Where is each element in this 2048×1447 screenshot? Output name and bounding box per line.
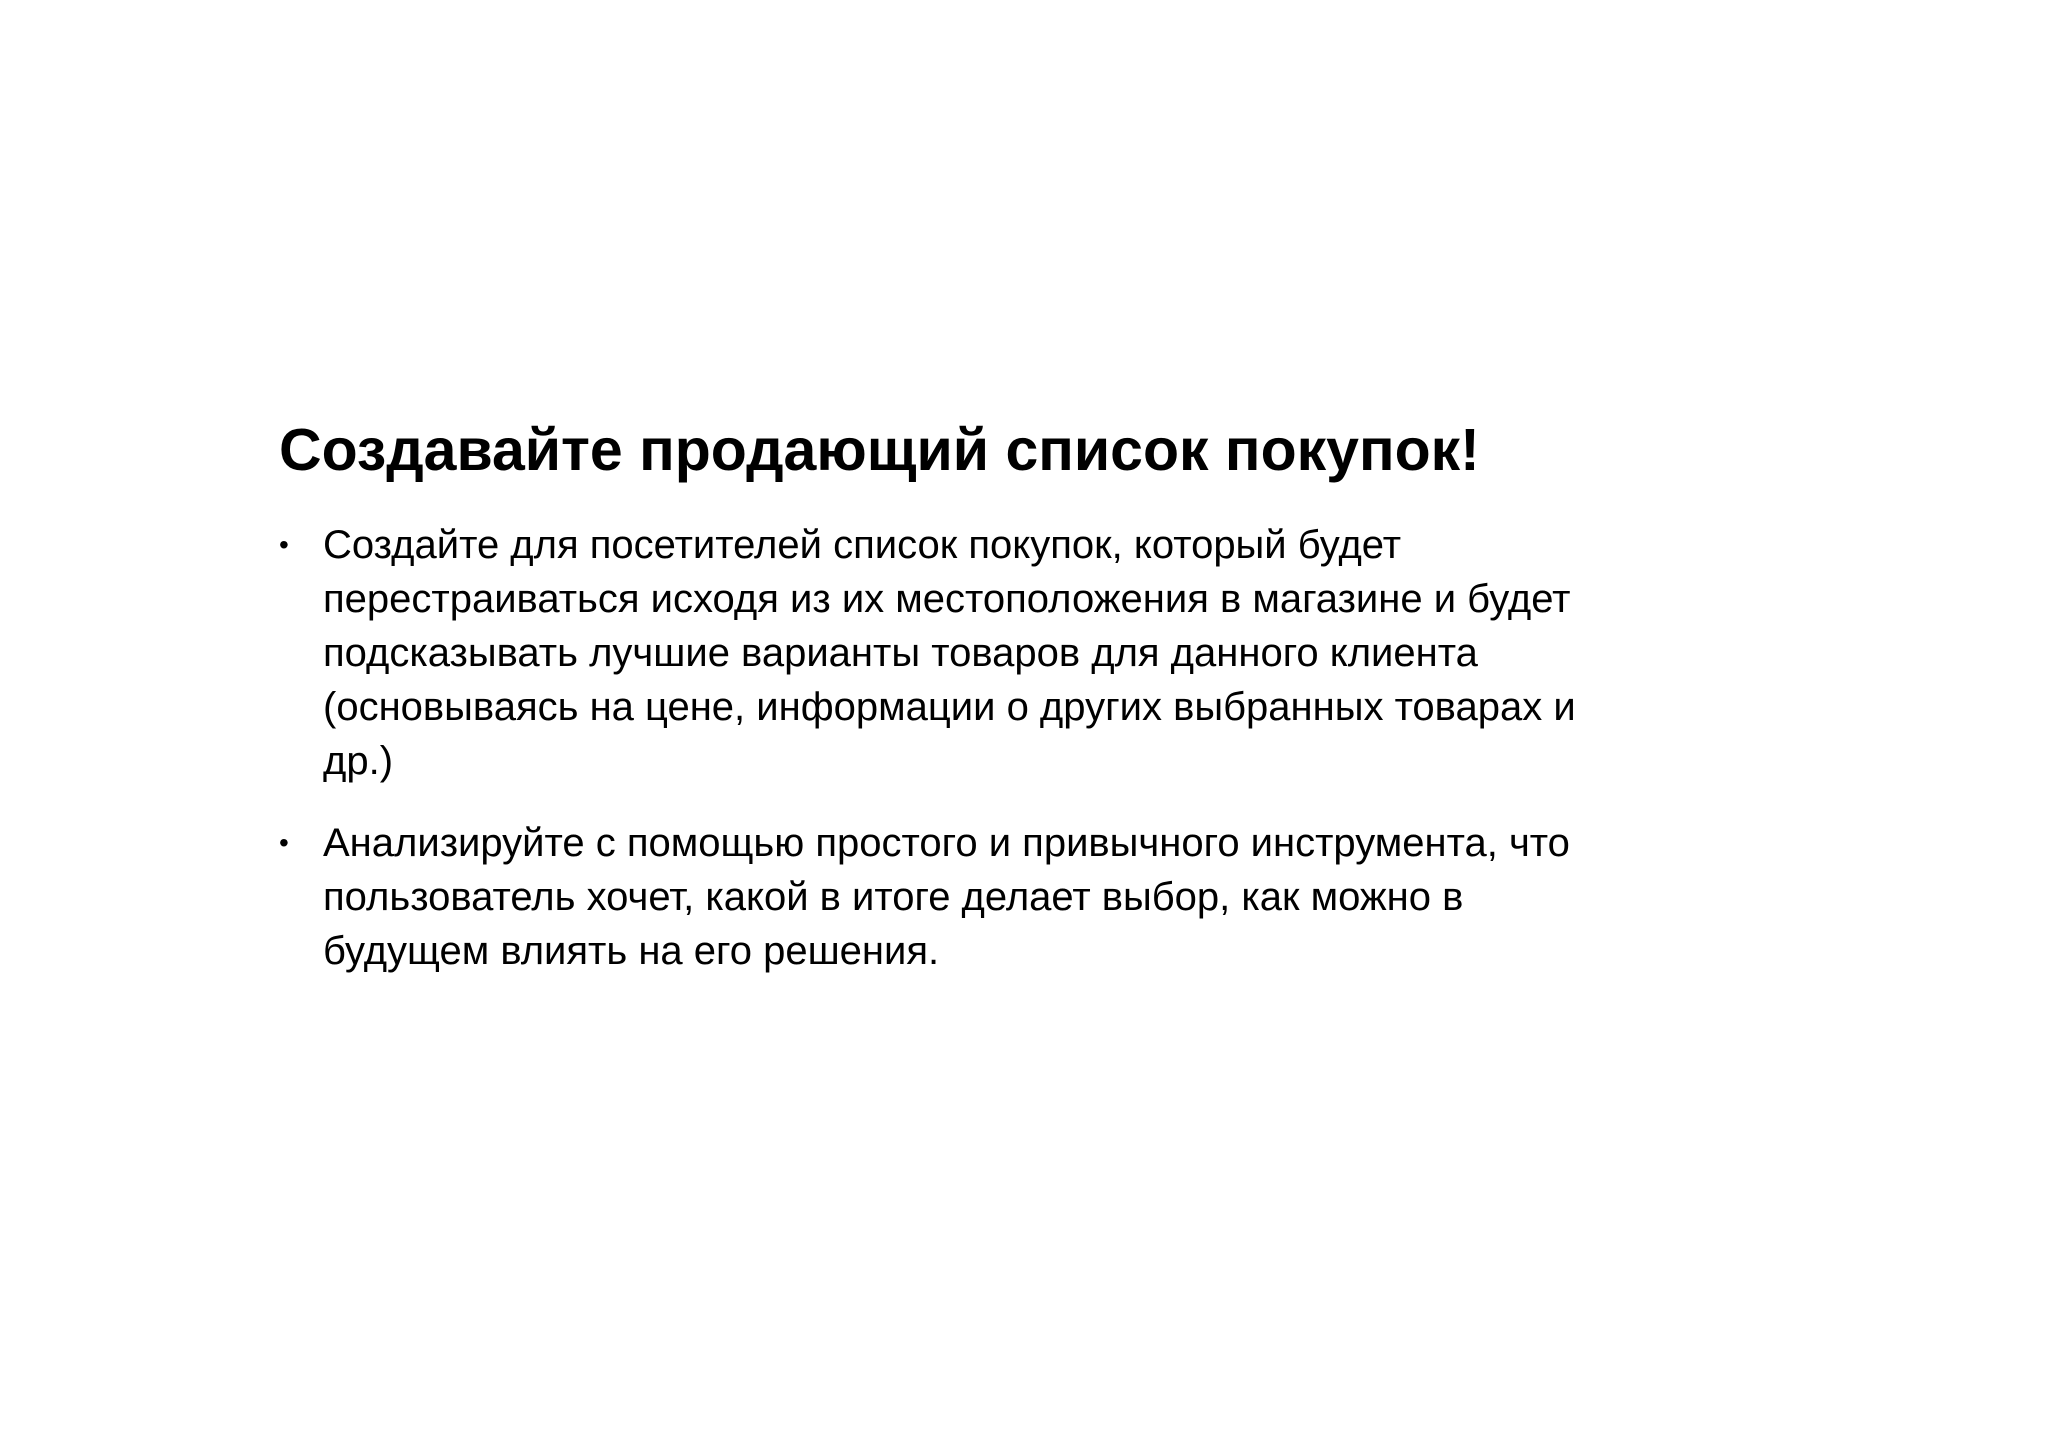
slide-title: Создавайте продающий список покупок! xyxy=(279,417,1480,483)
bullet-text-line: (основываясь на цене, информации о других выбранных товарах и xyxy=(323,685,1576,729)
bullet-item xyxy=(279,518,1779,788)
bullet-text-line: подсказывать лучшие варианты товаров для данного клиента xyxy=(323,631,1478,675)
bullet-text-line: перестраиваться исходя из их местоположения в магазине и будет xyxy=(323,577,1571,621)
bullet-marker: • xyxy=(279,529,289,560)
bullet-item xyxy=(279,816,1779,978)
bullet-text-line: пользователь хочет, какой в итоге делает выбор, как можно в xyxy=(323,875,1464,919)
bullet-list xyxy=(279,518,1779,1006)
bullet-text-line: др.) xyxy=(323,739,394,783)
bullet-marker: • xyxy=(279,827,289,858)
bullet-text-line: Создайте для посетителей список покупок, который будет xyxy=(323,523,1402,567)
bullet-text-line: Анализируйте с помощью простого и привычного инструмента, что xyxy=(323,821,1570,865)
bullet-text-line: будущем влиять на его решения. xyxy=(323,929,940,973)
